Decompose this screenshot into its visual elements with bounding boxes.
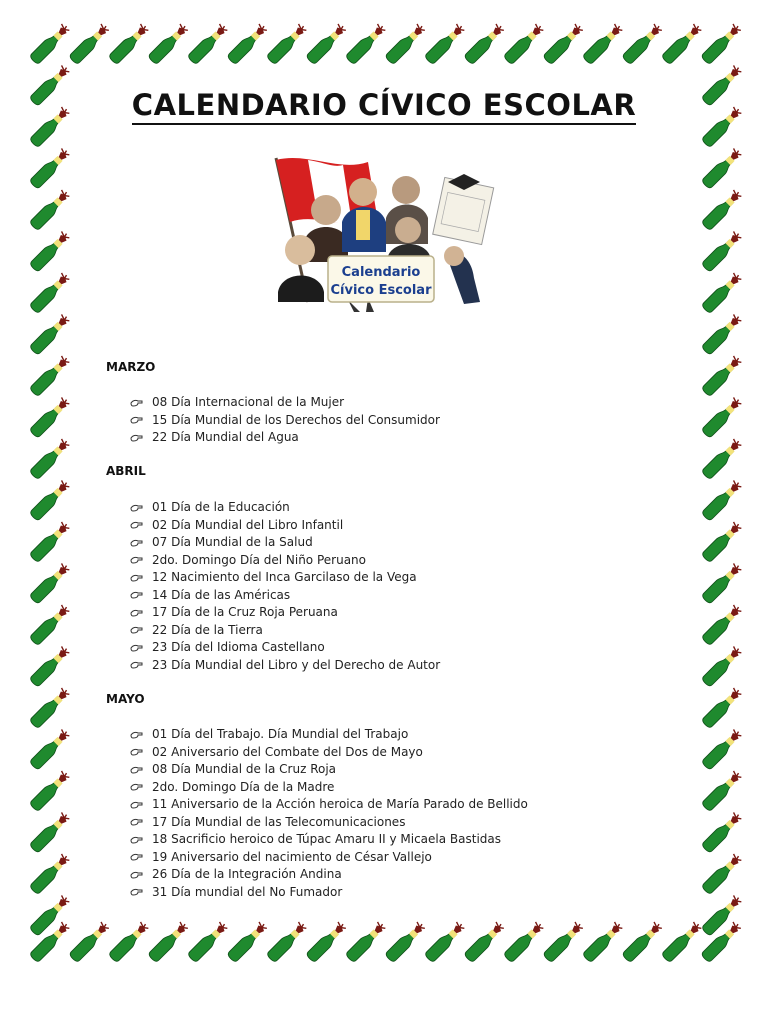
event-text: 02 Aniversario del Combate del Dos de Mayo xyxy=(152,744,423,759)
list-item xyxy=(130,552,440,570)
event-text: 15 Día Mundial de los Derechos del Consumidor xyxy=(152,412,440,427)
champagne-bottle-icon xyxy=(701,272,743,314)
hand-pointer-icon xyxy=(130,555,143,565)
champagne-bottle-icon xyxy=(29,396,71,438)
event-text: 07 Día Mundial de la Salud xyxy=(152,535,313,549)
event-list-abril xyxy=(130,499,440,674)
champagne-bottle-icon xyxy=(701,604,743,646)
list-item xyxy=(130,866,528,884)
hand-pointer-icon xyxy=(130,852,143,862)
list-item xyxy=(130,517,440,535)
list-item xyxy=(130,412,440,430)
list-item xyxy=(130,814,528,832)
champagne-bottle-icon xyxy=(69,23,111,65)
event-text: 12 Nacimiento del Inca Garcilaso de la Vega xyxy=(152,570,417,584)
champagne-bottle-icon xyxy=(582,23,624,65)
champagne-bottle-icon xyxy=(29,313,71,355)
champagne-bottle-icon xyxy=(29,189,71,231)
calendario-badge xyxy=(328,256,434,302)
hand-pointer-icon xyxy=(130,835,143,845)
champagne-bottle-icon xyxy=(701,230,743,272)
list-item xyxy=(130,657,440,675)
champagne-bottle-icon xyxy=(148,23,190,65)
list-item xyxy=(130,779,528,797)
event-text: 22 Día de la Tierra xyxy=(152,622,263,637)
champagne-bottle-icon xyxy=(622,23,664,65)
champagne-bottle-icon xyxy=(701,479,743,521)
champagne-bottle-icon xyxy=(29,23,71,65)
champagne-bottle-icon xyxy=(701,687,743,729)
champagne-bottle-icon xyxy=(227,921,269,963)
event-text: 26 Día de la Integración Andina xyxy=(152,867,342,881)
champagne-bottle-icon xyxy=(701,728,743,770)
event-text: 02 Día Mundial del Libro Infantil xyxy=(152,517,344,532)
hand-pointer-icon xyxy=(130,538,143,548)
champagne-bottle-icon xyxy=(701,189,743,231)
champagne-bottle-icon xyxy=(385,921,427,963)
champagne-bottle-icon xyxy=(29,147,71,189)
hand-pointer-icon xyxy=(130,415,143,425)
champagne-bottle-icon xyxy=(306,921,348,963)
hand-pointer-icon xyxy=(130,730,143,740)
month-heading-marzo: MARZO xyxy=(106,360,156,374)
event-text: 01 Día del Trabajo. Día Mundial del Trabajo xyxy=(152,727,409,741)
list-item xyxy=(130,726,528,744)
champagne-bottle-icon xyxy=(29,438,71,480)
champagne-bottle-icon xyxy=(503,23,545,65)
hand-pointer-icon xyxy=(130,817,143,827)
champagne-bottle-icon xyxy=(29,355,71,397)
champagne-bottle-icon xyxy=(29,521,71,563)
champagne-bottle-icon xyxy=(701,438,743,480)
list-item xyxy=(130,622,440,640)
list-item xyxy=(130,831,528,849)
champagne-bottle-icon xyxy=(582,921,624,963)
page-title xyxy=(0,88,768,122)
event-text: 08 Día Internacional de la Mujer xyxy=(152,395,345,409)
month-heading-mayo: MAYO xyxy=(106,692,145,706)
champagne-bottle-icon xyxy=(701,147,743,189)
list-item xyxy=(130,849,528,867)
champagne-bottle-icon xyxy=(29,853,71,895)
champagne-bottle-icon xyxy=(701,355,743,397)
event-text: 22 Día Mundial del Agua xyxy=(152,430,299,444)
list-item xyxy=(130,569,440,587)
month-heading-abril: ABRIL xyxy=(106,464,146,478)
event-list-mayo xyxy=(130,726,528,901)
list-item xyxy=(130,604,440,622)
badge-line2: Cívico Escolar xyxy=(330,283,432,298)
hand-pointer-icon xyxy=(130,800,143,810)
hand-pointer-icon xyxy=(130,782,143,792)
list-item xyxy=(130,429,440,447)
champagne-bottle-icon xyxy=(701,313,743,355)
event-list-marzo xyxy=(130,394,440,447)
calendario-civico-illustration xyxy=(268,152,496,314)
champagne-bottle-icon xyxy=(424,23,466,65)
hand-pointer-icon xyxy=(130,520,143,530)
champagne-bottle-icon xyxy=(29,811,71,853)
list-item xyxy=(130,394,440,412)
hand-pointer-icon xyxy=(130,625,143,635)
champagne-bottle-icon xyxy=(701,562,743,604)
champagne-bottle-icon xyxy=(187,23,229,65)
hand-pointer-icon xyxy=(130,887,143,897)
list-item xyxy=(130,534,440,552)
event-text: 11 Aniversario de la Acción heroica de María Parado de Bellido xyxy=(152,797,528,811)
list-item xyxy=(130,499,440,517)
hand-pointer-icon xyxy=(130,503,143,513)
hand-pointer-icon xyxy=(130,747,143,757)
event-text: 23 Día Mundial del Libro y del Derecho de Autor xyxy=(152,657,441,672)
champagne-bottle-icon xyxy=(543,23,585,65)
champagne-bottle-icon xyxy=(701,23,743,65)
list-item xyxy=(130,796,528,814)
hand-pointer-icon xyxy=(130,660,143,670)
champagne-bottle-icon xyxy=(29,230,71,272)
champagne-bottle-icon xyxy=(661,921,703,963)
champagne-bottle-icon xyxy=(543,921,585,963)
hand-pointer-icon xyxy=(130,765,143,775)
champagne-bottle-icon xyxy=(701,396,743,438)
champagne-bottle-icon xyxy=(385,23,427,65)
list-item xyxy=(130,761,528,779)
champagne-bottle-icon xyxy=(661,23,703,65)
event-text: 2do. Domingo Día de la Madre xyxy=(152,779,335,794)
list-item xyxy=(130,639,440,657)
champagne-bottle-icon xyxy=(464,921,506,963)
hand-pointer-icon xyxy=(130,573,143,583)
event-text: 23 Día del Idioma Castellano xyxy=(152,640,325,654)
champagne-bottle-icon xyxy=(29,728,71,770)
champagne-bottle-icon xyxy=(69,921,111,963)
event-text: 18 Sacrificio heroico de Túpac Amaru II y Micaela Bastidas xyxy=(152,832,502,846)
champagne-bottle-icon xyxy=(622,921,664,963)
hand-pointer-icon xyxy=(130,608,143,618)
list-item xyxy=(130,744,528,762)
champagne-bottle-icon xyxy=(227,23,269,65)
champagne-bottle-icon xyxy=(701,770,743,812)
champagne-bottle-icon xyxy=(29,479,71,521)
champagne-bottle-icon xyxy=(701,811,743,853)
champagne-bottle-icon xyxy=(148,921,190,963)
hand-pointer-icon xyxy=(130,870,143,880)
champagne-bottle-icon xyxy=(266,921,308,963)
champagne-bottle-icon xyxy=(29,645,71,687)
event-text: 19 Aniversario del nacimiento de César Vallejo xyxy=(152,849,432,864)
champagne-bottle-icon xyxy=(29,687,71,729)
champagne-bottle-icon xyxy=(29,770,71,812)
hand-pointer-icon xyxy=(130,398,143,408)
hand-pointer-icon xyxy=(130,590,143,600)
hand-pointer-icon xyxy=(130,643,143,653)
champagne-bottle-icon xyxy=(345,921,387,963)
event-text: 17 Día de la Cruz Roja Peruana xyxy=(152,605,338,619)
champagne-bottle-icon xyxy=(701,853,743,895)
champagne-bottle-icon xyxy=(29,272,71,314)
page-title-text: CALENDARIO CÍVICO ESCOLAR xyxy=(132,88,636,125)
event-text: 08 Día Mundial de la Cruz Roja xyxy=(152,762,337,776)
champagne-bottle-icon xyxy=(424,921,466,963)
champagne-bottle-icon xyxy=(306,23,348,65)
event-text: 31 Día mundial del No Fumador xyxy=(152,884,343,899)
champagne-bottle-icon xyxy=(701,521,743,563)
champagne-bottle-icon xyxy=(701,645,743,687)
event-text: 17 Día Mundial de las Telecomunicaciones xyxy=(152,814,406,829)
hand-pointer-icon xyxy=(130,433,143,443)
list-item xyxy=(130,884,528,902)
event-text: 14 Día de las Américas xyxy=(152,587,291,602)
calendar-page-icon xyxy=(433,174,494,245)
event-text: 2do. Domingo Día del Niño Peruano xyxy=(152,552,366,567)
list-item xyxy=(130,587,440,605)
champagne-bottle-icon xyxy=(345,23,387,65)
champagne-bottle-icon xyxy=(464,23,506,65)
champagne-bottle-icon xyxy=(266,23,308,65)
champagne-bottle-icon xyxy=(108,23,150,65)
champagne-bottle-icon xyxy=(503,921,545,963)
champagne-bottle-icon xyxy=(29,604,71,646)
champagne-bottle-icon xyxy=(108,921,150,963)
champagne-bottle-icon xyxy=(187,921,229,963)
champagne-bottle-icon xyxy=(29,562,71,604)
badge-line1: Calendario xyxy=(341,265,421,280)
event-text: 01 Día de la Educación xyxy=(152,500,290,514)
